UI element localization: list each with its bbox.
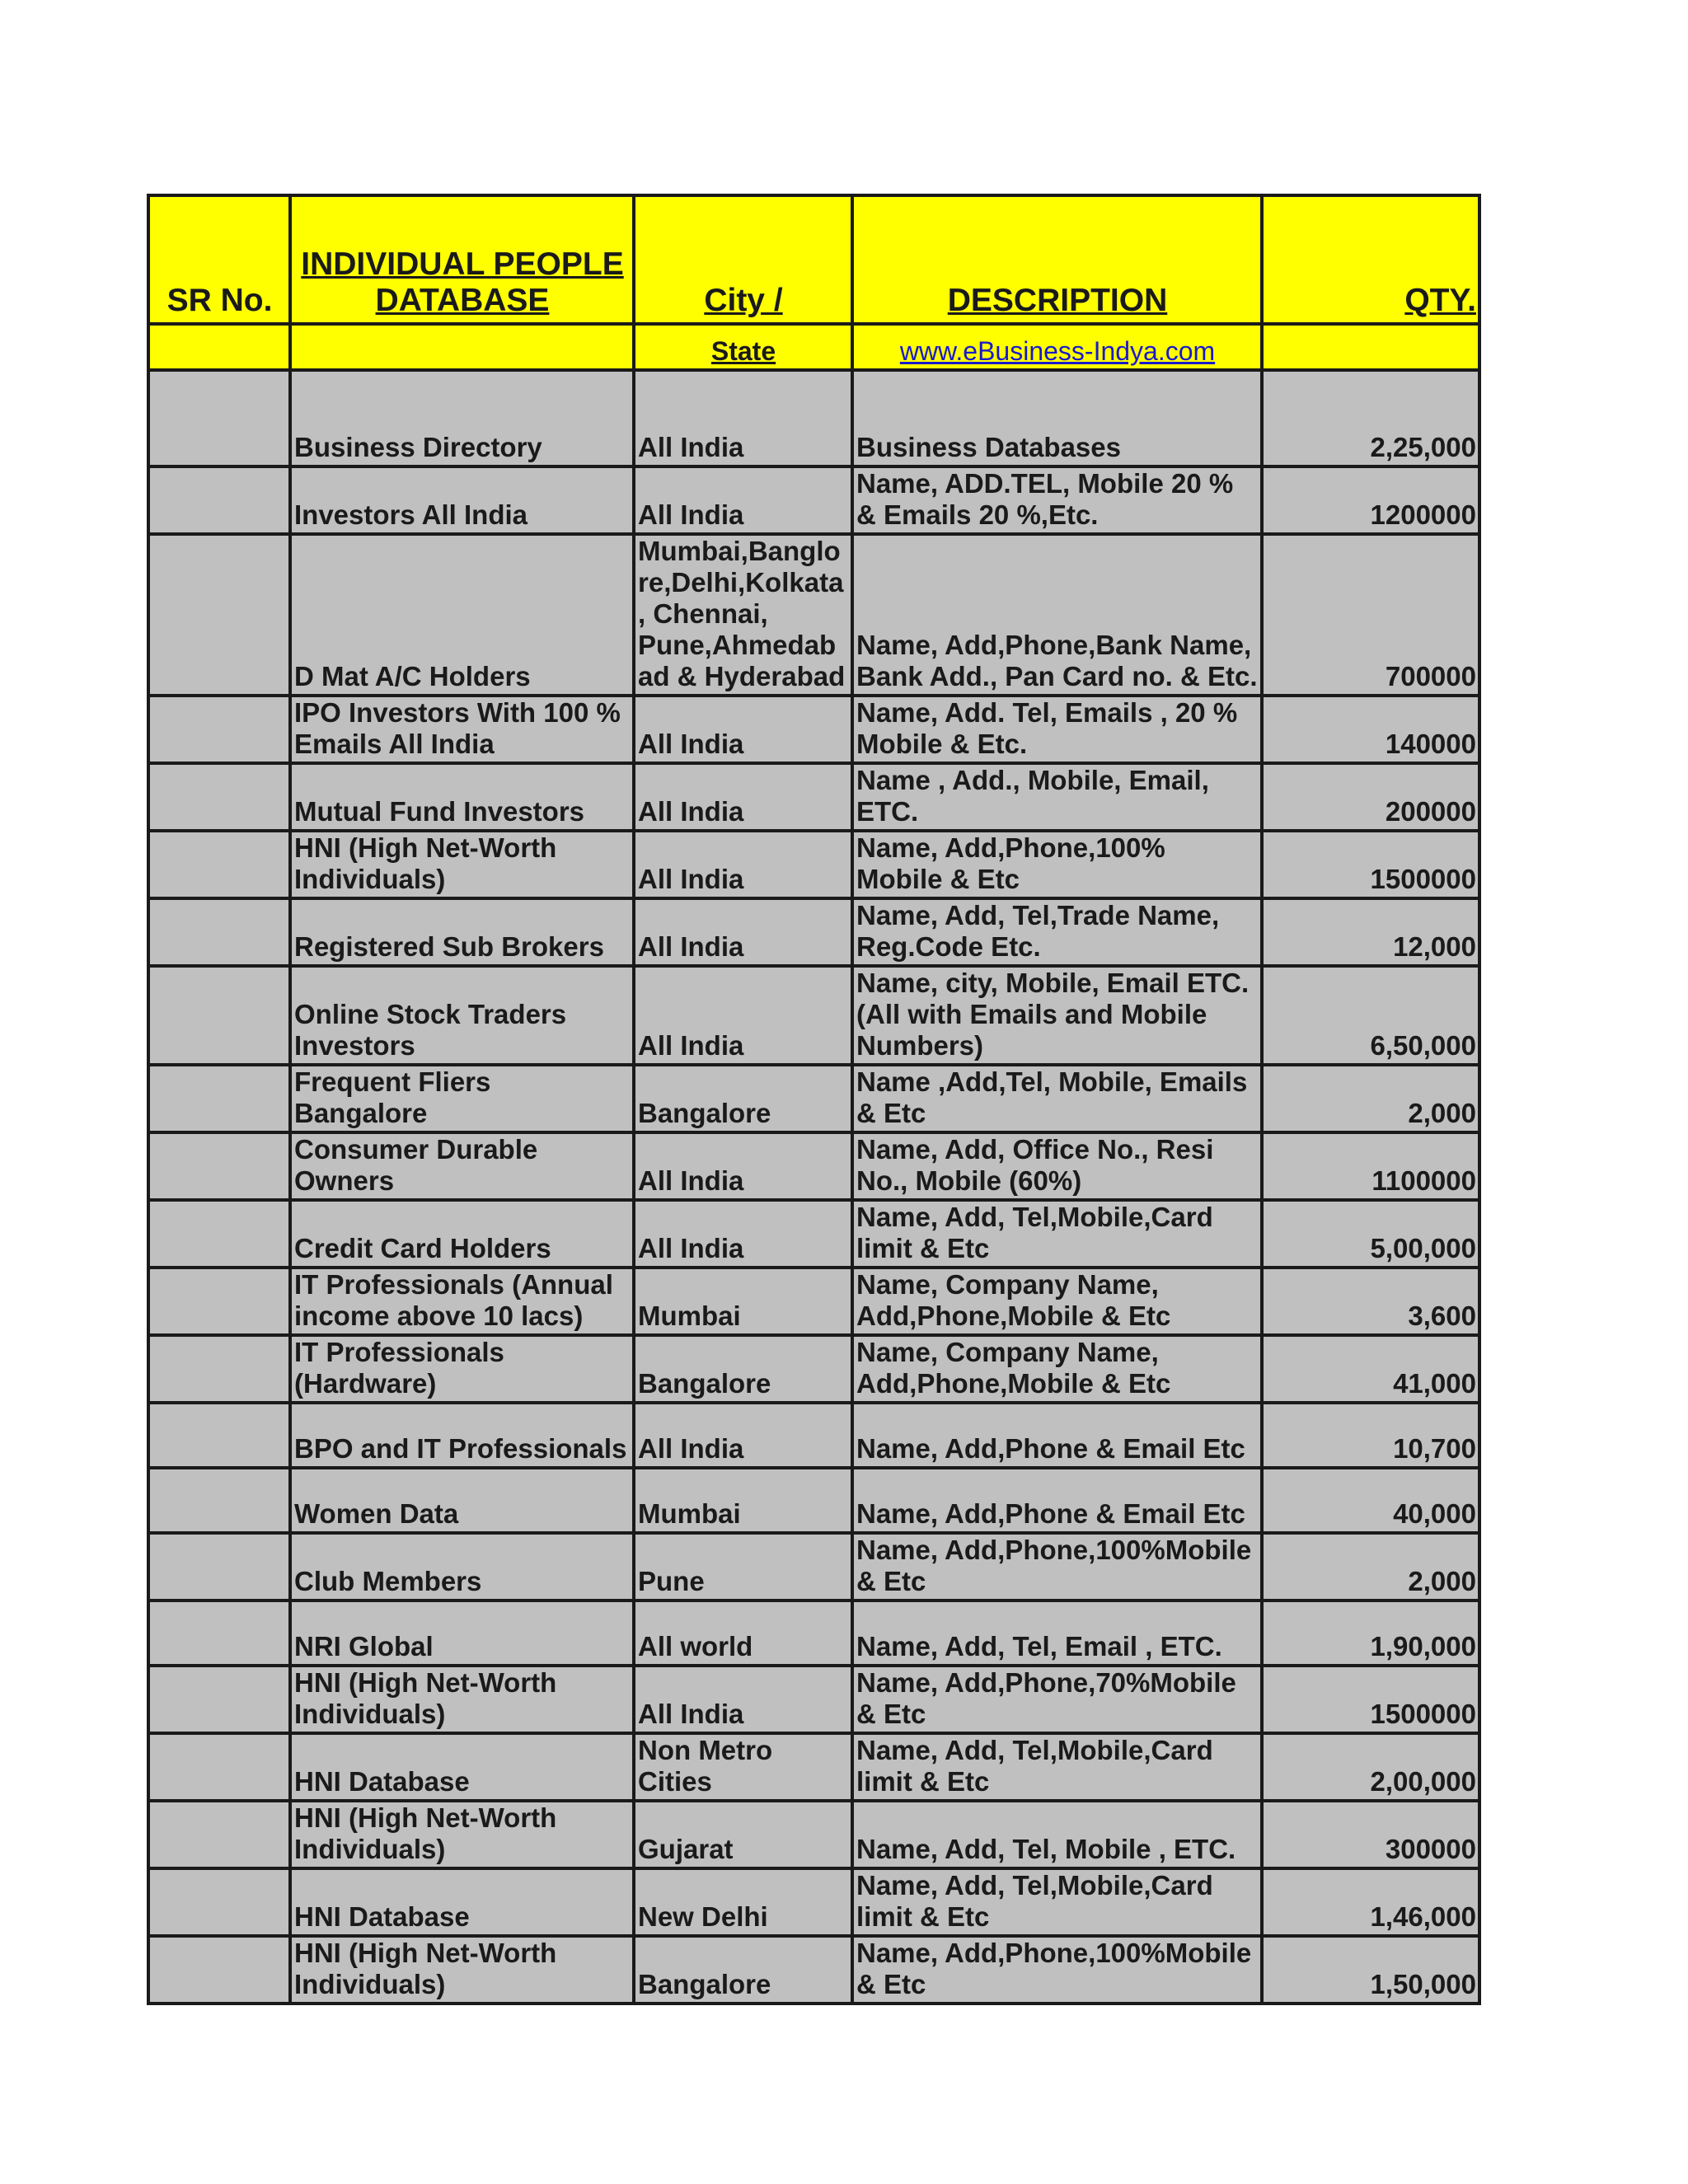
- city-cell: All India: [634, 1200, 852, 1268]
- city-cell: All India: [634, 966, 852, 1065]
- description-cell: Name , Add., Mobile, Email, ETC.: [852, 763, 1262, 831]
- subheader-empty-3: [1262, 324, 1479, 370]
- sr-no-cell: [148, 831, 290, 898]
- header-description: DESCRIPTION: [852, 195, 1262, 324]
- database-cell: Registered Sub Brokers: [290, 898, 634, 966]
- table-row: [148, 1403, 1479, 1468]
- database-cell: Frequent Fliers Bangalore: [290, 1065, 634, 1132]
- qty-cell: 5,00,000: [1262, 1200, 1479, 1268]
- database-cell: HNI Database: [290, 1733, 634, 1801]
- qty-cell: 2,00,000: [1262, 1733, 1479, 1801]
- qty-cell: 1100000: [1262, 1132, 1479, 1200]
- qty-cell: 1200000: [1262, 466, 1479, 534]
- qty-cell: 2,25,000: [1262, 370, 1479, 466]
- description-cell: Name, Add, Tel,Mobile,Card limit & Etc: [852, 1200, 1262, 1268]
- description-cell: Name, ADD.TEL, Mobile 20 % & Emails 20 %,Etc.: [852, 466, 1262, 534]
- qty-cell: 6,50,000: [1262, 966, 1479, 1065]
- description-cell: Name, Add. Tel, Emails , 20 % Mobile & Etc.: [852, 696, 1262, 763]
- table-row: [148, 898, 1479, 966]
- database-cell: Women Data: [290, 1468, 634, 1533]
- qty-cell: 2,000: [1262, 1533, 1479, 1601]
- database-cell: HNI (High Net-Worth Individuals): [290, 1801, 634, 1868]
- qty-cell: 700000: [1262, 534, 1479, 696]
- description-cell: Name, Add, Tel, Email , ETC.: [852, 1601, 1262, 1666]
- qty-cell: 300000: [1262, 1801, 1479, 1868]
- qty-cell: 140000: [1262, 696, 1479, 763]
- city-cell: Bangalore: [634, 1936, 852, 2004]
- database-cell: Online Stock Traders Investors: [290, 966, 634, 1065]
- database-cell: HNI (High Net-Worth Individuals): [290, 1666, 634, 1733]
- database-cell: Mutual Fund Investors: [290, 763, 634, 831]
- table-row: [148, 370, 1479, 466]
- city-cell: All India: [634, 1403, 852, 1468]
- description-cell: Name, Add,Phone,100% Mobile & Etc: [852, 831, 1262, 898]
- qty-cell: 12,000: [1262, 898, 1479, 966]
- city-cell: Mumbai,Banglore,Delhi,Kolkata, Chennai, Pune,Ahmedabad & Hyderabad: [634, 534, 852, 696]
- description-cell: Name, Company Name, Add,Phone,Mobile & Etc: [852, 1268, 1262, 1335]
- sr-no-cell: [148, 370, 290, 466]
- sr-no-cell: [148, 1733, 290, 1801]
- description-cell: Name, Add,Phone,70%Mobile & Etc: [852, 1666, 1262, 1733]
- header-qty: QTY.: [1262, 195, 1479, 324]
- city-cell: All India: [634, 466, 852, 534]
- table-row: [148, 1601, 1479, 1666]
- table-row: [148, 1801, 1479, 1868]
- qty-cell: 1,90,000: [1262, 1601, 1479, 1666]
- sr-no-cell: [148, 1268, 290, 1335]
- table-row: [148, 831, 1479, 898]
- city-cell: All India: [634, 1666, 852, 1733]
- database-cell: NRI Global: [290, 1601, 634, 1666]
- sr-no-cell: [148, 1868, 290, 1936]
- city-cell: Gujarat: [634, 1801, 852, 1868]
- qty-cell: 40,000: [1262, 1468, 1479, 1533]
- description-cell: Name, Add, Tel,Mobile,Card limit & Etc: [852, 1868, 1262, 1936]
- description-cell: Name, Add, Office No., Resi No., Mobile (60%): [852, 1132, 1262, 1200]
- table-row: [148, 1468, 1479, 1533]
- description-cell: Name, Company Name, Add,Phone,Mobile & Etc: [852, 1335, 1262, 1403]
- sr-no-cell: [148, 1403, 290, 1468]
- qty-cell: 1500000: [1262, 1666, 1479, 1733]
- table-row: [148, 466, 1479, 534]
- description-cell: Name ,Add,Tel, Mobile, Emails & Etc: [852, 1065, 1262, 1132]
- sr-no-cell: [148, 1065, 290, 1132]
- database-cell: IT Professionals (Annual income above 10 lacs): [290, 1268, 634, 1335]
- description-cell: Business Databases: [852, 370, 1262, 466]
- database-cell: IPO Investors With 100 % Emails All India: [290, 696, 634, 763]
- city-cell: Mumbai: [634, 1468, 852, 1533]
- city-cell: Pune: [634, 1533, 852, 1601]
- qty-cell: 1500000: [1262, 831, 1479, 898]
- description-cell: Name, Add,Phone,Bank Name, Bank Add., Pan Card no. & Etc.: [852, 534, 1262, 696]
- database-table: [147, 194, 1481, 2005]
- sr-no-cell: [148, 1335, 290, 1403]
- city-cell: All India: [634, 898, 852, 966]
- qty-cell: 10,700: [1262, 1403, 1479, 1468]
- database-cell: BPO and IT Professionals: [290, 1403, 634, 1468]
- database-cell: Investors All India: [290, 466, 634, 534]
- city-cell: All world: [634, 1601, 852, 1666]
- sr-no-cell: [148, 534, 290, 696]
- description-cell: Name, Add,Phone & Email Etc: [852, 1403, 1262, 1468]
- table-row: [148, 1335, 1479, 1403]
- qty-cell: 41,000: [1262, 1335, 1479, 1403]
- city-cell: All India: [634, 763, 852, 831]
- table-row: [148, 1065, 1479, 1132]
- description-cell: Name, Add, Tel,Trade Name, Reg.Code Etc.: [852, 898, 1262, 966]
- description-cell: Name, Add,Phone & Email Etc: [852, 1468, 1262, 1533]
- city-cell: All India: [634, 1132, 852, 1200]
- qty-cell: 3,600: [1262, 1268, 1479, 1335]
- description-cell: Name, city, Mobile, Email ETC. (All with Emails and Mobile Numbers): [852, 966, 1262, 1065]
- description-cell: Name, Add,Phone,100%Mobile & Etc: [852, 1936, 1262, 2004]
- city-cell: Bangalore: [634, 1335, 852, 1403]
- table-row: [148, 1733, 1479, 1801]
- city-cell: All India: [634, 696, 852, 763]
- city-cell: Non Metro Cities: [634, 1733, 852, 1801]
- table-row: [148, 696, 1479, 763]
- qty-cell: 1,50,000: [1262, 1936, 1479, 2004]
- database-cell: HNI (High Net-Worth Individuals): [290, 831, 634, 898]
- sr-no-cell: [148, 1468, 290, 1533]
- website-link-cell: [852, 324, 1262, 370]
- description-cell: Name, Add,Phone,100%Mobile & Etc: [852, 1533, 1262, 1601]
- city-cell: Mumbai: [634, 1268, 852, 1335]
- database-cell: HNI (High Net-Worth Individuals): [290, 1936, 634, 2004]
- qty-cell: 200000: [1262, 763, 1479, 831]
- header-sr-no: SR No.: [148, 195, 290, 324]
- description-cell: Name, Add, Tel,Mobile,Card limit & Etc: [852, 1733, 1262, 1801]
- sr-no-cell: [148, 696, 290, 763]
- sr-no-cell: [148, 1936, 290, 2004]
- header-database-line1: INDIVIDUAL PEOPLE: [301, 246, 624, 282]
- sr-no-cell: [148, 1132, 290, 1200]
- database-cell: D Mat A/C Holders: [290, 534, 634, 696]
- city-cell: All India: [634, 831, 852, 898]
- header-row: [148, 195, 1479, 324]
- table-row: [148, 1268, 1479, 1335]
- table-row: [148, 763, 1479, 831]
- qty-cell: 2,000: [1262, 1065, 1479, 1132]
- table-row: [148, 1533, 1479, 1601]
- database-cell: Club Members: [290, 1533, 634, 1601]
- table-row: [148, 1868, 1479, 1936]
- database-cell: IT Professionals (Hardware): [290, 1335, 634, 1403]
- sr-no-cell: [148, 1666, 290, 1733]
- database-cell: Business Directory: [290, 370, 634, 466]
- subheader-empty-2: [290, 324, 634, 370]
- sr-no-cell: [148, 898, 290, 966]
- database-cell: Credit Card Holders: [290, 1200, 634, 1268]
- sr-no-cell: [148, 763, 290, 831]
- table-row: [148, 534, 1479, 696]
- subheader-row: [148, 324, 1479, 370]
- database-cell: Consumer Durable Owners: [290, 1132, 634, 1200]
- website-link[interactable]: www.eBusiness-Indya.com: [899, 336, 1216, 366]
- header-database: [290, 195, 634, 324]
- sr-no-cell: [148, 466, 290, 534]
- header-database-line2: DATABASE: [375, 283, 550, 318]
- database-cell: HNI Database: [290, 1868, 634, 1936]
- city-cell: New Delhi: [634, 1868, 852, 1936]
- table-row: [148, 1132, 1479, 1200]
- table-row: [148, 966, 1479, 1065]
- sr-no-cell: [148, 1533, 290, 1601]
- table-row: [148, 1936, 1479, 2004]
- city-cell: All India: [634, 370, 852, 466]
- table-row: [148, 1200, 1479, 1268]
- table-row: [148, 1666, 1479, 1733]
- description-cell: Name, Add, Tel, Mobile , ETC.: [852, 1801, 1262, 1868]
- header-city: City /: [634, 195, 852, 324]
- sr-no-cell: [148, 966, 290, 1065]
- city-cell: Bangalore: [634, 1065, 852, 1132]
- sr-no-cell: [148, 1801, 290, 1868]
- sr-no-cell: [148, 1601, 290, 1666]
- sr-no-cell: [148, 1200, 290, 1268]
- header-state: State: [634, 324, 852, 370]
- subheader-empty-1: [148, 324, 290, 370]
- qty-cell: 1,46,000: [1262, 1868, 1479, 1936]
